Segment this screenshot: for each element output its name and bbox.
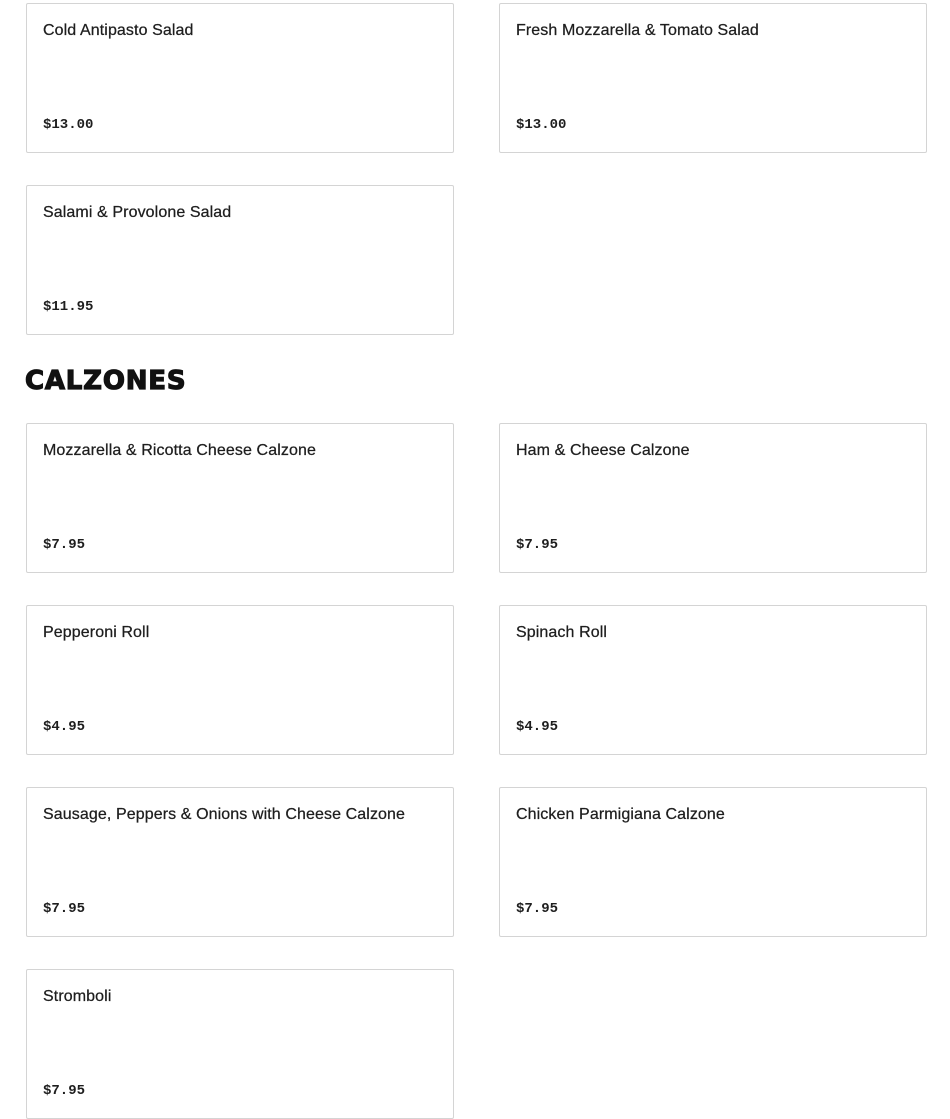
menu-item-price: $7.95 — [516, 901, 559, 917]
menu-item-card[interactable] — [26, 423, 454, 573]
menu-item-price: $7.95 — [43, 537, 86, 553]
menu-item-card[interactable] — [26, 787, 454, 937]
menu-item-name: Spinach Roll — [516, 624, 608, 641]
section-heading-calzones: CALZONES — [25, 366, 187, 396]
menu-item-name: Stromboli — [43, 988, 112, 1005]
menu-item-card[interactable] — [499, 787, 927, 937]
menu-item-name: Cold Antipasto Salad — [43, 22, 194, 39]
menu-item-price: $13.00 — [43, 117, 94, 133]
menu-item-price: $7.95 — [516, 537, 559, 553]
menu-item-price: $7.95 — [43, 1083, 86, 1099]
menu-item-price: $4.95 — [43, 719, 86, 735]
menu-item-name: Fresh Mozzarella & Tomato Salad — [516, 22, 759, 39]
menu-item-card[interactable] — [499, 605, 927, 755]
menu-item-card[interactable] — [26, 3, 454, 153]
menu-item-name: Mozzarella & Ricotta Cheese Calzone — [43, 442, 316, 459]
menu-item-price: $4.95 — [516, 719, 559, 735]
menu-item-price: $11.95 — [43, 299, 94, 315]
menu-item-card[interactable] — [499, 423, 927, 573]
menu-item-name: Pepperoni Roll — [43, 624, 150, 641]
menu-item-name: Sausage, Peppers & Onions with Cheese Calzone — [43, 806, 406, 823]
menu-item-card[interactable] — [499, 3, 927, 153]
menu-item-card[interactable] — [26, 605, 454, 755]
menu-item-name: Ham & Cheese Calzone — [516, 442, 690, 459]
menu-item-card[interactable] — [26, 969, 454, 1119]
menu-item-price: $7.95 — [43, 901, 86, 917]
menu-item-name: Salami & Provolone Salad — [43, 204, 232, 221]
menu-item-card[interactable] — [26, 185, 454, 335]
menu-item-name: Chicken Parmigiana Calzone — [516, 806, 725, 823]
menu-item-price: $13.00 — [516, 117, 567, 133]
